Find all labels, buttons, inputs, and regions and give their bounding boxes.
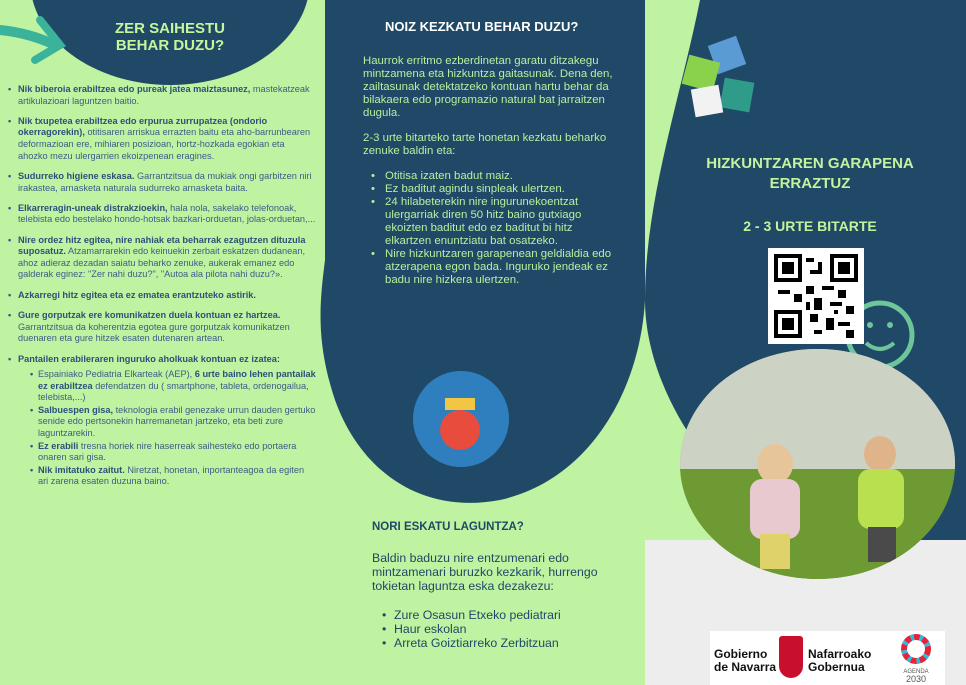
help-list bbox=[382, 608, 622, 651]
concern-item: • Otitisa izaten badut maiz. bbox=[371, 170, 613, 183]
help-title: NORI ESKATU LAGUNTZA? bbox=[372, 521, 524, 533]
age-range: 2 - 3 URTE BITARTE bbox=[743, 218, 877, 234]
avoid-item: • Azkarregi hitz egitea eta ez ematea erantzuteko astirik. bbox=[6, 290, 316, 302]
concern-paragraph-1: Haurrok erritmo ezberdinetan garatu ditzakegu mintzamena eta hizkuntza gaitasunak. Dena den, zailtasunak detektatzeko kontuan hartu behar da bilakaera edo programazio natural bat jarraitzen dugula. bbox=[363, 55, 613, 119]
concern-item: • Nire hizkuntzaren garapenean geldialdia edo atzerapena egon bada. Inguruko jendeak ez badu nire hizkera ulertzen. bbox=[371, 248, 613, 287]
concern-text bbox=[363, 55, 613, 287]
nafarroako-logo-text: Nafarroako Gobernua bbox=[808, 647, 872, 674]
screen-advice-list bbox=[28, 369, 316, 488]
help-text: Baldin baduzu nire entzumenari edo mintzamenari buruzko kezkarik, hurrengo tokietan laguntza eska dezakezu: bbox=[372, 551, 598, 594]
avoid-item: • Gure gorputzak ere komunikatzen duela kontuan ez hartzea. Garrantzitsua da koherentzia egotea gure gorputzak komunikatzen duenaren eta gure hitzek esaten dutenaren artean. bbox=[6, 310, 316, 345]
middle-column bbox=[325, 0, 645, 685]
screen-advice-item: • Ez erabili tresna horiek nire haserreak saihesteko edo portaera onaren sari gisa. bbox=[28, 441, 316, 464]
screen-advice-item: • Nik imitatuko zaitut. Niretzat, honetan, inportanteagoa da egiten ari zarena esaten duzuna baino. bbox=[28, 465, 316, 488]
concern-item: • Ez baditut agindu sinpleak ulertzen. bbox=[371, 183, 613, 196]
qr-code[interactable] bbox=[768, 248, 864, 344]
concern-item: • 24 hilabeterekin nire ingurunekoentzat ulergarriak diren 50 hitz baino gutxiago ekoizten baditut edo ez baditut bi hitz elkartzen enuntziatu bat osatzeko. bbox=[371, 196, 613, 248]
logos-strip bbox=[710, 631, 945, 685]
avoid-list bbox=[6, 84, 316, 497]
children-photo bbox=[680, 349, 955, 579]
help-item: • Haur eskolan bbox=[382, 622, 622, 636]
navarra-shield-icon bbox=[779, 636, 803, 678]
middle-title: NOIZ KEZKATU BEHAR DUZU? bbox=[385, 19, 579, 34]
cover-title: HIZKUNTZAREN GARAPENA ERRAZTUZ bbox=[706, 155, 914, 192]
agenda-2030-logo: AGENDA 2030 bbox=[898, 634, 934, 684]
help-item: • Arreta Goiztiarreko Zerbitzuan bbox=[382, 636, 622, 650]
help-item: • Zure Osasun Etxeko pediatrari bbox=[382, 608, 622, 622]
avoid-item: • Nire ordez hitz egitea, nire nahiak eta beharrak ezagutzen dituzula suposatuz. Atzamarrarekin edo keinuekin zerbait eskatzen dudanean, ahoz adieraz dezadan saiatu beharko zenuke, aukerak emanez edo galderak eginez: "Zer nahi duzu?", "Autoa ala pilota nahi duzu?». bbox=[6, 235, 316, 281]
screen-advice-item: • Salbuespen gisa, teknologia erabil genezake urrun dauden gertuko senide edo pertsonekin harremanetan jartzeko, eta beti zure laguntzarekin. bbox=[28, 405, 316, 440]
right-column bbox=[645, 0, 966, 685]
screen-advice-item: • Espainiako Pediatria Elkarteak (AEP), 6 urte baino lehen pantailak ez erabiltzea defendatzen du ( smartphone, tableta, ordenogailua, telebista,...) bbox=[28, 369, 316, 404]
avoid-item: • Nik txupetea erabiltzea edo erpurua zurrupatzea (ondorio okerragorekin), otitisaren arriskua errazten baitu eta aho-barrunbearen deformazioan ere, mihiaren posizioan, hortz-hozkada egokian eta ahozko mezu ulergarrien ekoizpenean eragines. bbox=[6, 116, 316, 162]
avoid-item: • Nik biberoia erabiltzea edo pureak jatea maiztasunez, mastekatzeak artikulazioari laguntzen baitio. bbox=[6, 84, 316, 107]
sdg-wheel-icon bbox=[901, 634, 931, 664]
avoid-item: • Sudurreko higiene eskasa. Garrantzitsua da mukiak ongi garbitzen niri irakastea, arnasketa naturala sudurreko arnasketa baita. bbox=[6, 171, 316, 194]
children-illustration bbox=[680, 349, 955, 579]
concern-list bbox=[371, 170, 613, 287]
avoid-item: • Pantailen erabileraren inguruko aholkuak kontuan ez izatea: • Espainiako Pediatria Elkarteak (AEP), 6 urte baino lehen pantailak ez erabiltzea defendatzen du ( smartphone, tableta, ordenogailua, telebista,...) • Salbuespen gisa, teknologia erabil genezake urrun dauden gertuko senide edo pertsonekin harremanetan jartzeko, eta beti zure laguntzarekin. • Ez erabili tresna horiek nire haserreak saihesteko edo portaera onaren sari gisa. • Nik imitatuko zaitut. Niretzat, honetan, inportanteagoa da egiten ari zarena esaten duzuna baino. bbox=[6, 354, 316, 489]
avoid-item: • Elkarreragin-uneak distrakzioekin, hala nola, sakelako telefonoak, telebista edo bestelako hondo-hotsak bazkari-orduetan, jolas-orduetan,... bbox=[6, 203, 316, 226]
concern-paragraph-2: 2-3 urte bitarteko tarte honetan kezkatu beharko zenuke baldin eta: bbox=[363, 132, 607, 157]
left-column bbox=[0, 0, 325, 685]
qr-code-icon bbox=[774, 254, 858, 338]
gobierno-logo-text: Gobierno de Navarra bbox=[714, 647, 777, 674]
help-section bbox=[372, 551, 622, 650]
left-title: ZER SAIHESTU BEHAR DUZU? bbox=[114, 20, 225, 54]
